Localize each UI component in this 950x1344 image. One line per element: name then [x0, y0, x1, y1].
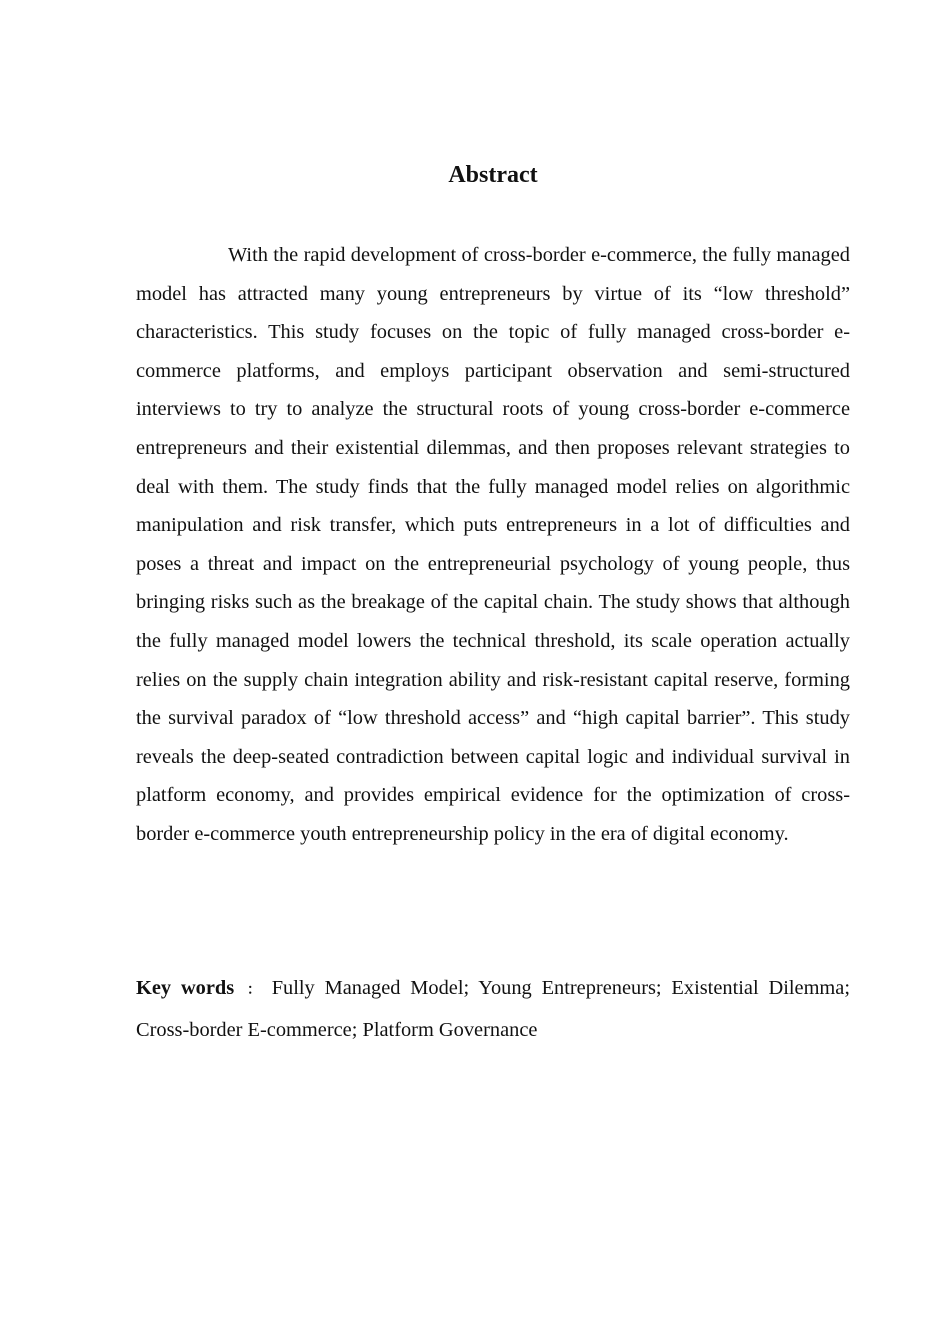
- page-title: Abstract: [448, 162, 538, 188]
- keywords-line: [136, 969, 850, 1049]
- keywords-list: Fully Managed Model; Young Entrepreneurs; Existential Dilemma; Cross-border E-commerce; Platform Governance: [136, 977, 851, 1041]
- keywords-colon: ：: [242, 983, 266, 998]
- keywords-label: Key words: [136, 977, 235, 999]
- abstract-paragraph: With the rapid development of cross-border e-commerce, the fully managed model has attracted many young entrepreneurs by virtue of its “low threshold” characteristics. This study focuses on the topic of fully managed cross-border e-commerce platforms, and employs participant observation and semi-structured interviews to try to analyze the structural roots of young cross-border e-commerce entrepreneurs and their existential dilemmas, and then proposes relevant strategies to deal with them. The study finds that the fully managed model relies on algorithmic manipulation and risk transfer, which puts entrepreneurs in a lot of difficulties and poses a threat and impact on the entrepreneurial psychology of young people, thus bringing risks such as the breakage of the capital chain. The study shows that although the fully managed model lowers the technical threshold, its scale operation actually relies on the supply chain integration ability and risk-resistant capital reserve, forming the survival paradox of “low threshold access” and “high capital barrier”. This study reveals the deep-seated contradiction between capital logic and individual survival in platform economy, and provides empirical evidence for the optimization of cross-border e-commerce youth entrepreneurship policy in the era of digital economy.: [136, 244, 850, 845]
